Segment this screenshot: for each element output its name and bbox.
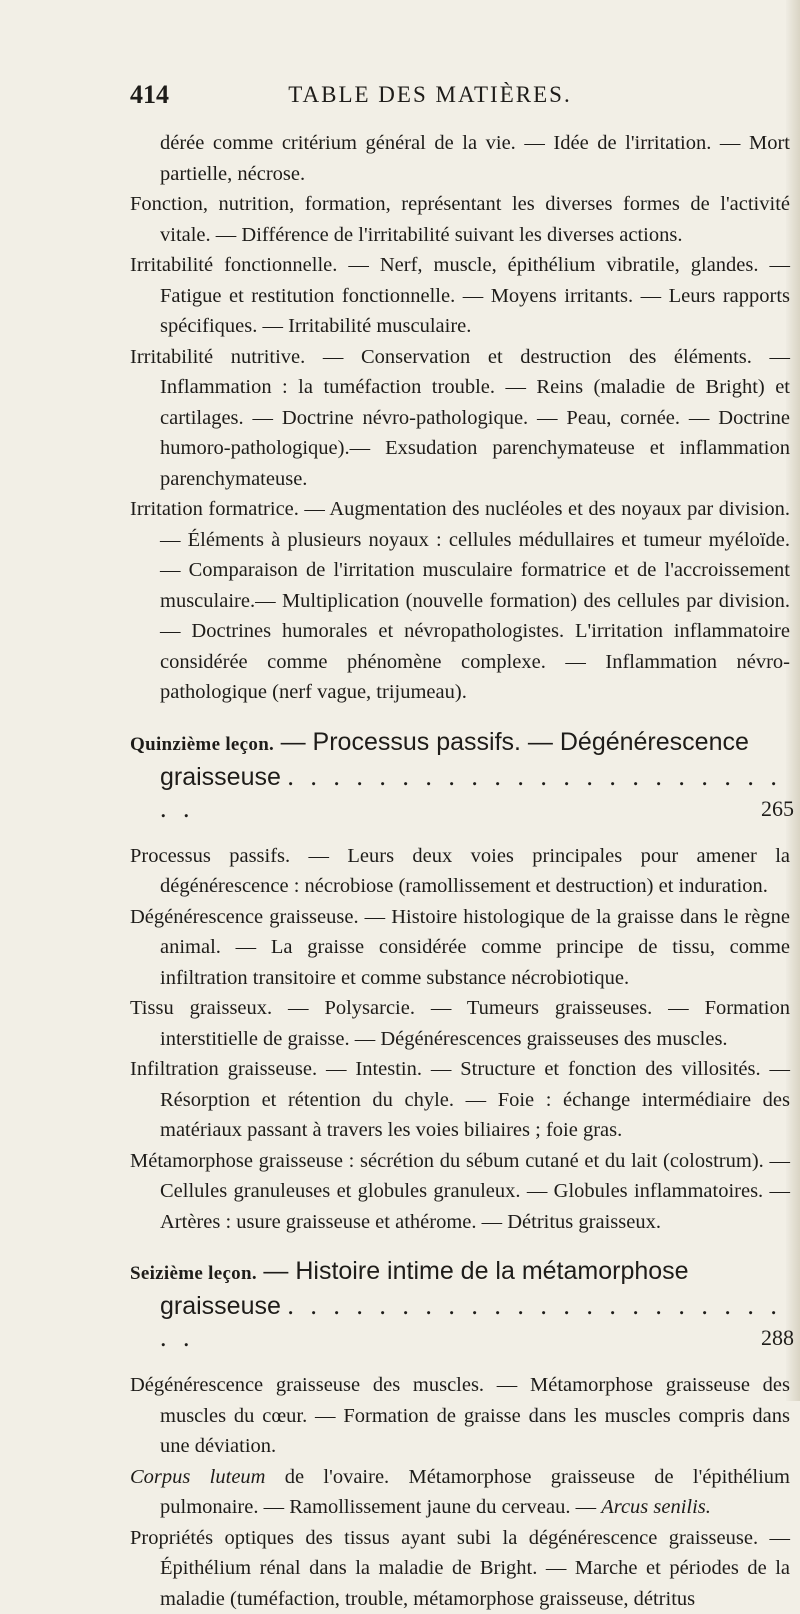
paragraph: Processus passifs. — Leurs deux voies principales pour amener la dégénérescence : nécrobiose (ramollissement et destruction) et induration.: [130, 841, 790, 902]
lesson-heading-15: [130, 726, 790, 825]
page-number: 414: [130, 80, 169, 110]
lesson-page-ref: 288: [761, 1322, 794, 1354]
italic-term: Corpus luteum: [130, 1466, 265, 1488]
italic-term: Arcus senilis.: [601, 1496, 711, 1518]
running-title: TABLE DES MATIÈRES.: [130, 82, 730, 108]
lesson-page-ref: 265: [761, 793, 794, 825]
paragraph: [130, 1462, 790, 1523]
paragraph: Infiltration graisseuse. — Intestin. — Structure et fonction des villosités. — Résorption et rétention du chyle. — Foie : échange intermédiaire des matériaux passant à travers les voies biliaires ; foie gras.: [130, 1054, 790, 1146]
lesson-number: Seizième leçon.: [130, 1263, 257, 1284]
paragraph: Irritabilité nutritive. — Conservation et destruction des éléments. — Inflammation : la tuméfaction trouble. — Reins (maladie de Bright) et cartilages. — Doctrine névro-pathologique. — Peau, cornée. — Doctrine humoro-pathologique).— Exsudation parenchymateuse et inflammation parenchymateuse.: [130, 342, 790, 495]
paragraph: Irritation formatrice. — Augmentation des nucléoles et des noyaux par division. — Éléments à plusieurs noyaux : cellules médullaires et tumeur myéloïde. — Comparaison de l'irritation musculaire formatrice et de l'accroissement musculaire.— Multiplication (nouvelle formation) des cellules par division.— Doctrines humorales et névropathologistes. L'irritation inflammatoire considérée comme phénomène complexe. — Inflammation névro-pathologique (nerf vague, trijumeau).: [130, 494, 790, 708]
leader-dots: . . . . . . . . . . . . . . . . . . . . . . . .: [160, 762, 782, 823]
paragraph: Irritabilité fonctionnelle. — Nerf, muscle, épithélium vibratile, glandes. — Fatigue et restitution fonctionnelle. — Moyens irritants. — Leurs rapports spécifiques. — Irritabilité musculaire.: [130, 250, 790, 342]
paragraph: Dégénérescence graisseuse des muscles. — Métamorphose graisseuse des muscles du cœur. — Formation de graisse dans les muscles compris dans une déviation.: [130, 1370, 790, 1462]
paragraph-continuation: dérée comme critérium général de la vie. — Idée de l'irritation. — Mort partielle, nécrose.: [130, 128, 790, 189]
lesson-title: — Histoire intime de la métamorphose graisseuse: [160, 1257, 689, 1320]
paragraph: Propriétés optiques des tissus ayant subi la dégénérescence graisseuse. — Épithélium rénal dans la maladie de Bright. — Marche et périodes de la maladie (tuméfaction, trouble, métamorphose graisseuse, détritus: [130, 1523, 790, 1614]
lesson-heading-16: [130, 1255, 790, 1354]
leader-dots: . . . . . . . . . . . . . . . . . . . . . . . .: [160, 1291, 782, 1352]
page-header: [130, 80, 730, 114]
paragraph: Tissu graisseux. — Polysarcie. — Tumeurs graisseuses. — Formation interstitielle de graisse. — Dégénérescences graisseuses des muscles.: [130, 993, 790, 1054]
table-of-contents-body: [130, 128, 790, 1614]
paragraph: Fonction, nutrition, formation, représentant les diverses formes de l'activité vitale. — Différence de l'irritabilité suivant les diverses actions.: [130, 189, 790, 250]
paragraph: Dégénérescence graisseuse. — Histoire histologique de la graisse dans le règne animal. — La graisse considérée comme principe de tissu, comme infiltration transitoire et comme substance nécrobiotique.: [130, 902, 790, 994]
paragraph-text: de l'ovaire. Métamorphose graisseuse de l'épithélium pulmonaire. — Ramollissement jaune du cerveau. —: [160, 1466, 790, 1519]
lesson-number: Quinzième leçon.: [130, 734, 274, 755]
lesson-title: — Processus passifs. — Dégénérescence graisseuse: [160, 728, 749, 791]
paragraph: Métamorphose graisseuse : sécrétion du sébum cutané et du lait (colostrum). — Cellules granuleuses et globules granuleux. — Globules inflammatoires. — Artères : usure graisseuse et athérome. — Détritus graisseux.: [130, 1146, 790, 1238]
